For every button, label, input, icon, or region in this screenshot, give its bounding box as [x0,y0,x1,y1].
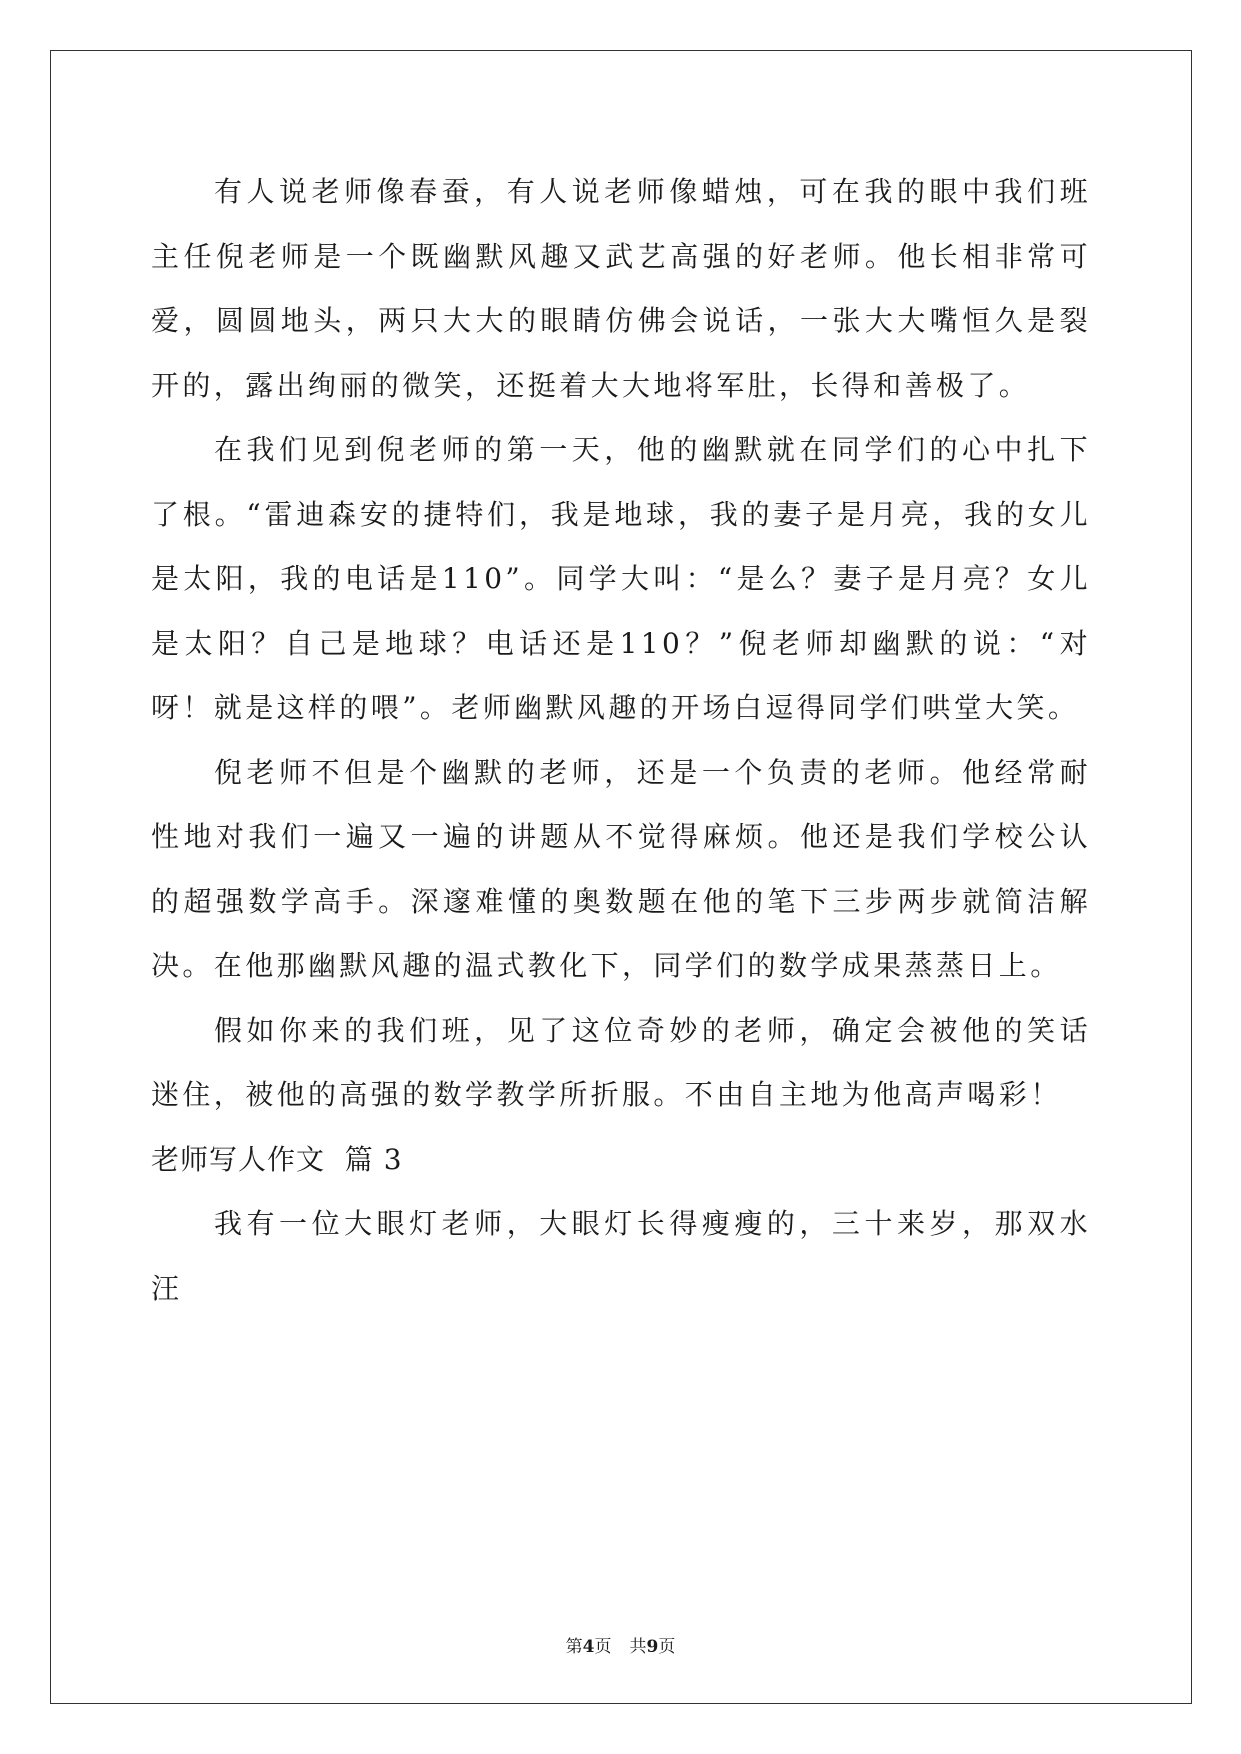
section-heading: 老师写人作文 篇 3 [151,1142,403,1176]
paragraph-4: 假如你来的我们班，见了这位奇妙的老师，确定会被他的笑话迷住，被他的高强的数学教学所折服。不由自主地为他高声喝彩！ [151,1013,1091,1111]
footer-prefix: 第 [565,1637,583,1657]
page-footer [0,1632,1241,1657]
footer-page-suffix: 页 [594,1637,612,1657]
paragraph-5: 我有一位大眼灯老师，大眼灯长得瘦瘦的，三十来岁，那双水汪 [151,1207,1091,1305]
paragraph-3: 倪老师不但是个幽默的老师，还是一个负责的老师。他经常耐性地对我们一遍又一遍的讲题从不觉得麻烦。他还是我们学校公认的超强数学高手。深邃难懂的奥数题在他的笔下三步两步就简洁解决。在他那幽默风趣的温式教化下，同学们的数学成果蒸蒸日上。 [151,755,1091,982]
footer-total-prefix: 共 [629,1637,647,1657]
footer-total-pages: 9 [646,1637,659,1657]
footer-page-number: 4 [582,1637,595,1657]
paragraph-1: 有人说老师像春蚕，有人说老师像蜡烛，可在我的眼中我们班主任倪老师是一个既幽默风趣又武艺高强的好老师。他长相非常可爱，圆圆地头，两只大大的眼睛仿佛会说话，一张大大嘴恒久是裂开的，露出绚丽的微笑，还挺着大大地将军肚，长得和善极了。 [151,175,1091,402]
paragraph-2: 在我们见到倪老师的第一天，他的幽默就在同学们的心中扎下了根。“雷迪森安的捷特们，我是地球，我的妻子是月亮，我的女儿是太阳，我的电话是110”。同学大叫：“是么？妻子是月亮？女儿是太阳？自己是地球？电话还是110？”倪老师却幽默的说：“对呀！就是这样的喂”。老师幽默风趣的开场白逗得同学们哄堂大笑。 [151,433,1091,724]
footer-total-suffix: 页 [658,1637,676,1657]
document-body [151,160,1091,1321]
